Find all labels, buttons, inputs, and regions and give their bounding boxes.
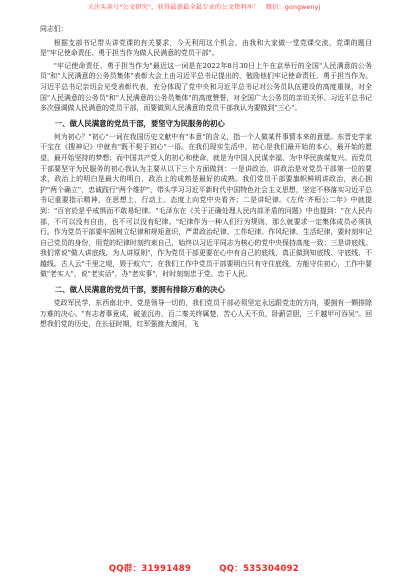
section2-paragraph-1: 党政军民学，东西南北中，党是领导一切的，我们党员干部必须坚定永远跟党走的方向，要拥有一颗排除万难的决心。"有志者事竟成，破釜沉舟，百二秦关终属楚，苦心人天不负，卧薪尝胆，三千越甲可吞吴"。回想我们党的历史，在长征时期，红军强渡大渡河，飞 (40, 299, 372, 329)
intro-paragraph-2: "牢记使命责任、勇于担当作为"最近这一词是在2022年8月30日上午在京举行的全国"人民满意的公务员"和"人民满意的公务员集体"表彰大会上由习近平总书记提出的，勉励他们牢记使命责任、勇于担当作为。习近平总书记亲切会见受表彰代表，充分体现了党中央和习近平总书记对公务员队伍建设的高度重视，对全国"人民满意的公务员"和"人民满意的公务员集体"的高度赞誉，对全国广大公务员的亲切关怀。习近平总书记多次强调做人民满意的党员干部，而要做到人民满意的党员干部我认为要做到"三心"。 (40, 61, 372, 113)
footer-qq-group: QQ群：31991489 (108, 563, 192, 573)
document-body (40, 24, 372, 332)
footer-qq: QQ：535304092 (219, 563, 300, 573)
header-banner (0, 4, 408, 12)
banner-promo-text: 关注头条号"公文研究"，获得最新最全最专业的公文资料库！ (87, 4, 260, 11)
intro-paragraph-1: 根据支部书记带头讲党课的有关要求，今天利用这个机会，由我和大家做一堂党课交流，党课的题目是"牢记使命责任、勇于担当作为做人民满意的党员干部"。 (40, 38, 372, 58)
footer-contact (0, 562, 408, 574)
greeting: 同志们： (40, 25, 68, 33)
banner-wechat-text: 微信：gongwenyj (265, 4, 321, 11)
section-heading-1: 一、做人民满意的党员干部，要坚守为民服务的初心 (54, 118, 225, 128)
section1-paragraph-1: 何为初心？"初心"一词在我国历史文献中有"本意"的含义，指一个人做某件事情本来的意愿。东晋史学家干宝在《搜神记》中就有"既不契于初心"一语。在我们现实生活中，初心是我们最开始的本心，最开始的愿望，最开始坚持的梦想；而中国共产党人的初心和使命，就是为中国人民谋幸福，为中华民族谋复兴。而党员干部要坚守为民服务的初心我认为主要从以下三个方面做到：一是讲政治，讲政治是对党员干部第一位的要求，政治上的明白是最大的明白，政治上的成熟是最好的成熟。我们党员干部要旗帜鲜明讲政治，表心拥护"两个确立"，忠诚践行"两个维护"，带头学习习近平新时代中国特色社会主义思想，坚定不移落实习近平总书记重要指示精神，在思想上、行动上、态度上向党中央看齐；二是讲纪律。《左传·齐桓公二年》中就提到："百官於是乎戒惧而不敢易纪律。"毛泽东在《关于正确处理人民内部矛盾的问题》中也提到："在人民内部，不可以没有自由，也不可以没有纪律。"纪律作为一种人们行为规则，那么就要求一定集体成员必须执行。作为党员干部要牢固树立纪律和规矩意识，严肃政治纪律、工作纪律、作风纪律、生活纪律，要时刻牢记自己党员的身份，用党的纪律时刻约束自己，始终以习近平同志为核心的党中央保持高度一致；三是讲底线。我们常说"做人讲底线，为人讲原则"，作为党员干部更要在心中有自己的底线，真正做到知底线、守底线、不越线。古人云"千里之堤，毁于蚁穴"，在我们工作中党员干部要明白只有守住底线，方能守住初心，工作中要做"老实人"，说"老实话"，办"老实事"，时时刻刻忠于党、忠于人民。 (40, 132, 372, 279)
section-heading-2: 二、做人民满意的党员干部，要拥有排除万难的决心 (54, 285, 225, 295)
